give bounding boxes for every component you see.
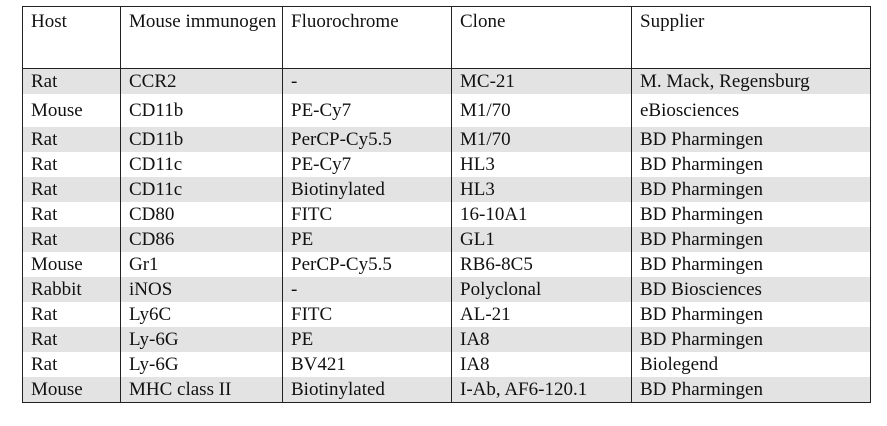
- cell-host: Mouse: [23, 252, 121, 277]
- cell-immunogen: CD80: [121, 202, 283, 227]
- cell-immunogen: CD11c: [121, 152, 283, 177]
- cell-fluorochrome: PerCP-Cy5.5: [283, 127, 452, 152]
- cell-clone: M1/70: [452, 127, 632, 152]
- cell-clone: HL3: [452, 152, 632, 177]
- table-row: [23, 94, 871, 127]
- cell-clone: RB6-8C5: [452, 252, 632, 277]
- cell-host: Rat: [23, 227, 121, 252]
- cell-fluorochrome: PE-Cy7: [283, 94, 452, 127]
- cell-supplier: BD Pharmingen: [632, 327, 871, 352]
- cell-immunogen: Ly-6G: [121, 327, 283, 352]
- header-host: Host: [23, 7, 121, 69]
- cell-host: Rat: [23, 352, 121, 377]
- cell-supplier: BD Pharmingen: [632, 152, 871, 177]
- cell-fluorochrome: PE-Cy7: [283, 152, 452, 177]
- cell-clone: GL1: [452, 227, 632, 252]
- cell-fluorochrome: Biotinylated: [283, 377, 452, 403]
- cell-supplier: BD Pharmingen: [632, 202, 871, 227]
- cell-supplier: BD Pharmingen: [632, 377, 871, 403]
- header-mouse-immunogen: Mouse immunogen: [121, 7, 283, 69]
- header-row: [23, 7, 871, 69]
- cell-supplier: BD Pharmingen: [632, 127, 871, 152]
- cell-host: Rat: [23, 327, 121, 352]
- table-body: [23, 69, 871, 403]
- cell-supplier: BD Biosciences: [632, 277, 871, 302]
- cell-clone: HL3: [452, 177, 632, 202]
- cell-host: Rat: [23, 202, 121, 227]
- header-supplier: Supplier: [632, 7, 871, 69]
- cell-host: Mouse: [23, 94, 121, 127]
- cell-clone: IA8: [452, 352, 632, 377]
- table-row: [23, 69, 871, 95]
- cell-immunogen: iNOS: [121, 277, 283, 302]
- cell-fluorochrome: -: [283, 69, 452, 95]
- table-row: [23, 377, 871, 403]
- table-row: [23, 227, 871, 252]
- cell-fluorochrome: PE: [283, 327, 452, 352]
- cell-supplier: BD Pharmingen: [632, 177, 871, 202]
- cell-clone: AL-21: [452, 302, 632, 327]
- table-header: [23, 7, 871, 69]
- cell-host: Rat: [23, 302, 121, 327]
- cell-immunogen: CD11b: [121, 127, 283, 152]
- cell-fluorochrome: FITC: [283, 202, 452, 227]
- cell-fluorochrome: FITC: [283, 302, 452, 327]
- cell-fluorochrome: -: [283, 277, 452, 302]
- cell-fluorochrome: PerCP-Cy5.5: [283, 252, 452, 277]
- cell-host: Rat: [23, 69, 121, 95]
- cell-supplier: BD Pharmingen: [632, 252, 871, 277]
- cell-clone: I-Ab, AF6-120.1: [452, 377, 632, 403]
- cell-clone: IA8: [452, 327, 632, 352]
- cell-immunogen: Ly-6G: [121, 352, 283, 377]
- cell-host: Mouse: [23, 377, 121, 403]
- cell-immunogen: CD11b: [121, 94, 283, 127]
- cell-supplier: Biolegend: [632, 352, 871, 377]
- cell-fluorochrome: Biotinylated: [283, 177, 452, 202]
- cell-supplier: BD Pharmingen: [632, 302, 871, 327]
- cell-immunogen: MHC class II: [121, 377, 283, 403]
- cell-host: Rat: [23, 177, 121, 202]
- table-row: [23, 252, 871, 277]
- table-row: [23, 152, 871, 177]
- table-row: [23, 177, 871, 202]
- cell-clone: Polyclonal: [452, 277, 632, 302]
- cell-immunogen: CD86: [121, 227, 283, 252]
- cell-immunogen: CCR2: [121, 69, 283, 95]
- cell-host: Rat: [23, 127, 121, 152]
- cell-immunogen: Ly6C: [121, 302, 283, 327]
- antibody-table-container: [22, 6, 870, 403]
- cell-supplier: eBiosciences: [632, 94, 871, 127]
- cell-supplier: BD Pharmingen: [632, 227, 871, 252]
- cell-clone: M1/70: [452, 94, 632, 127]
- cell-fluorochrome: PE: [283, 227, 452, 252]
- cell-clone: 16-10A1: [452, 202, 632, 227]
- cell-fluorochrome: BV421: [283, 352, 452, 377]
- table-row: [23, 352, 871, 377]
- table-row: [23, 302, 871, 327]
- header-clone: Clone: [452, 7, 632, 69]
- cell-immunogen: CD11c: [121, 177, 283, 202]
- cell-clone: MC-21: [452, 69, 632, 95]
- cell-host: Rat: [23, 152, 121, 177]
- table-row: [23, 202, 871, 227]
- table-row: [23, 127, 871, 152]
- table-row: [23, 277, 871, 302]
- cell-supplier: M. Mack, Regensburg: [632, 69, 871, 95]
- table-row: [23, 327, 871, 352]
- header-fluorochrome: Fluorochrome: [283, 7, 452, 69]
- cell-immunogen: Gr1: [121, 252, 283, 277]
- antibody-table: [22, 6, 871, 403]
- cell-host: Rabbit: [23, 277, 121, 302]
